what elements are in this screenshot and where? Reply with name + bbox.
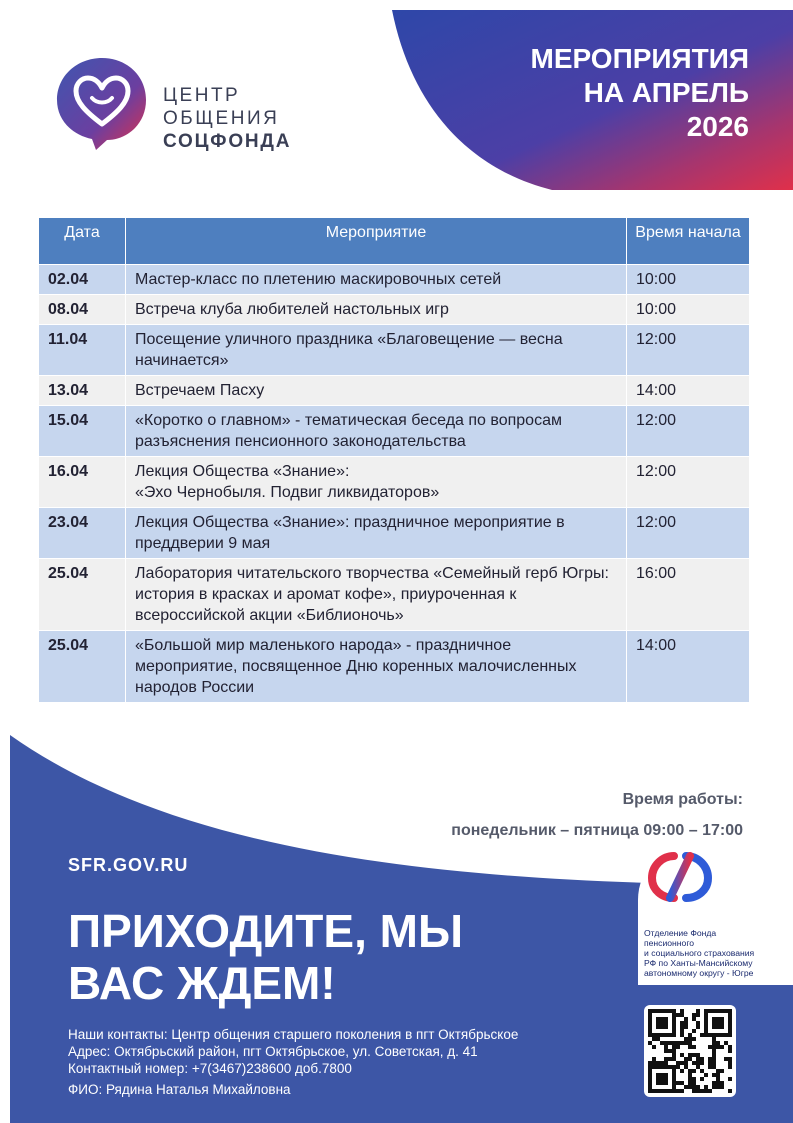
sfr-caption: Отделение Фонда пенсионного и социального страхования РФ по Ханты-Мансийскому автономному округу - Югре xyxy=(644,928,755,978)
site-link[interactable]: SFR.GOV.RU xyxy=(68,855,189,875)
event-title: Посещение уличного праздника «Благовещение — весна начинается» xyxy=(126,325,627,376)
column-header-time: Время начала xyxy=(627,218,750,265)
event-date: 08.04 xyxy=(39,295,126,325)
event-title: Встречаем Пасху xyxy=(126,376,627,406)
brand-name: ЦЕНТР ОБЩЕНИЯ СОЦФОНДА xyxy=(163,85,292,152)
sfr-logo-icon xyxy=(646,852,714,902)
event-time: 14:00 xyxy=(627,376,750,406)
heart-speech-bubble-icon xyxy=(52,52,152,152)
event-time: 16:00 xyxy=(627,559,750,631)
qr-code-icon[interactable] xyxy=(644,1005,736,1097)
table-row xyxy=(39,325,750,376)
event-title: «Большой мир маленького народа» - праздничное мероприятие, посвященное Дню коренных малочисленных народов России xyxy=(126,631,627,703)
event-date: 16.04 xyxy=(39,457,126,508)
event-time: 12:00 xyxy=(627,325,750,376)
fio-line: ФИО: Рядина Наталья Михайловна xyxy=(68,1082,291,1097)
table-row xyxy=(39,265,750,295)
event-time: 14:00 xyxy=(627,631,750,703)
event-date: 02.04 xyxy=(39,265,126,295)
event-title: Лаборатория читательского творчества «Семейный герб Югры: история в красках и аромат кофе», приуроченная к всероссийской акции «Библионочь» xyxy=(126,559,627,631)
table-row xyxy=(39,457,750,508)
invite-slogan: ПРИХОДИТЕ, МЫ ВАС ЖДЕМ! xyxy=(68,905,463,1009)
event-date: 23.04 xyxy=(39,508,126,559)
table-row xyxy=(39,508,750,559)
event-title: Лекция Общества «Знание»: «Эхо Чернобыля. Подвиг ликвидаторов» xyxy=(126,457,627,508)
event-time: 12:00 xyxy=(627,406,750,457)
column-header-date: Дата xyxy=(39,218,126,265)
table-row xyxy=(39,631,750,703)
event-title: «Коротко о главном» - тематическая беседа по вопросам разъяснения пенсионного законодательства xyxy=(126,406,627,457)
work-hours-value: понедельник – пятница 09:00 – 17:00 xyxy=(451,822,743,839)
table-row xyxy=(39,295,750,325)
events-table xyxy=(38,217,750,703)
contacts-block xyxy=(68,1026,518,1098)
event-date: 13.04 xyxy=(39,376,126,406)
event-time: 12:00 xyxy=(627,508,750,559)
event-date: 15.04 xyxy=(39,406,126,457)
work-hours xyxy=(451,784,743,846)
phone-line: Контактный номер: +7(3467)238600 доб.7800 xyxy=(68,1061,352,1076)
event-time: 10:00 xyxy=(627,265,750,295)
event-date: 11.04 xyxy=(39,325,126,376)
table-row xyxy=(39,376,750,406)
address-line: Адрес: Октябрьский район, пгт Октябрьское, ул. Советская, д. 41 xyxy=(68,1044,478,1059)
column-header-event: Мероприятие xyxy=(126,218,627,265)
page-title: МЕРОПРИЯТИЯ НА АПРЕЛЬ 2026 xyxy=(530,43,749,142)
event-title: Лекция Общества «Знание»: праздничное мероприятие в преддверии 9 мая xyxy=(126,508,627,559)
event-date: 25.04 xyxy=(39,559,126,631)
table-row xyxy=(39,406,750,457)
event-time: 12:00 xyxy=(627,457,750,508)
work-hours-label: Время работы: xyxy=(622,791,743,808)
event-date: 25.04 xyxy=(39,631,126,703)
event-time: 10:00 xyxy=(627,295,750,325)
table-row xyxy=(39,559,750,631)
event-title: Встреча клуба любителей настольных игр xyxy=(126,295,627,325)
contacts-line: Наши контакты: Центр общения старшего поколения в пгт Октябрьское xyxy=(68,1027,519,1042)
table-header-row xyxy=(39,218,750,265)
event-title: Мастер-класс по плетению маскировочных сетей xyxy=(126,265,627,295)
